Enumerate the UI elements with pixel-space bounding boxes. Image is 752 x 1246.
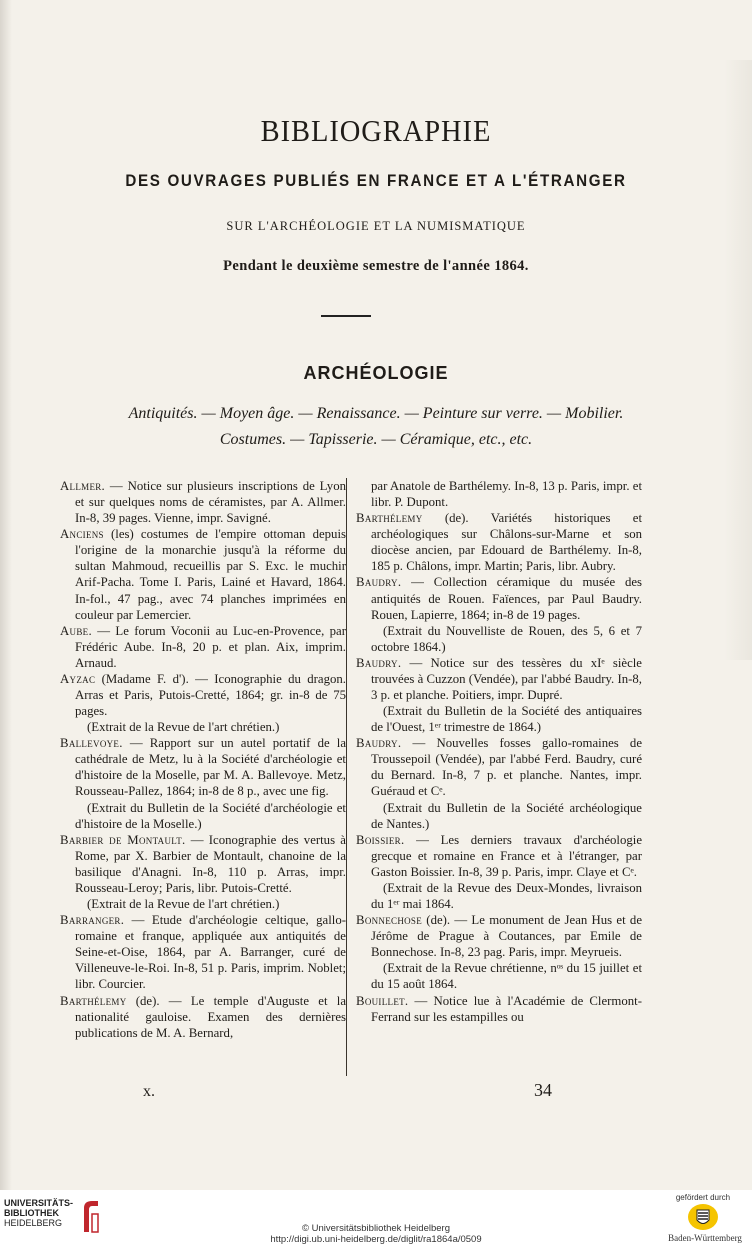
page-subject: SUR L'ARCHÉOLOGIE ET LA NUMISMATIQUE xyxy=(226,219,526,233)
entry-author: Baudry. xyxy=(356,655,402,670)
entry-note: (Extrait de la Revue de l'art chrétien.) xyxy=(87,897,280,912)
page-gutter-shadow xyxy=(0,0,12,1190)
entry-author: Allmer. xyxy=(60,479,106,493)
column-divider xyxy=(346,478,347,1076)
entry-text: — Notice lue à l'Académie de Clermont-Ferrand sur les estampilles ou xyxy=(371,993,642,1024)
bibliography-entry xyxy=(60,671,346,719)
entry-author: Aube. xyxy=(60,623,92,638)
entry-author: Baudry. xyxy=(356,575,402,590)
library-name-line3: HEIDELBERG xyxy=(4,1218,63,1228)
entry-note: (Extrait du Bulletin de la Société des antiquaires de l'Ouest, 1ᵉʳ trimestre de 1864.) xyxy=(371,704,642,735)
left-column xyxy=(60,478,346,1078)
bibliography-entry xyxy=(356,478,642,510)
section-heading: ARCHÉOLOGIE xyxy=(303,363,449,383)
entry-author: Baudry. xyxy=(356,736,402,751)
signature-mark: x. xyxy=(143,1083,155,1100)
entry-text: — Collection céramique du musée des antiquités de Rouen. Faïences, par Paul Baudry. Rouen, Lapierre, 1864; in-8 de 19 pages. xyxy=(371,575,642,622)
page-period: Pendant le deuxième semestre de l'année 1864. xyxy=(223,258,529,274)
right-column xyxy=(356,478,642,1078)
bibliography-entry xyxy=(356,510,642,574)
copyright-notice: © Universitätsbibliothek Heidelberg xyxy=(302,1223,450,1234)
entry-author: Barthélemy xyxy=(356,511,423,526)
entry-author: Barranger. xyxy=(60,913,125,928)
entry-text: (les) costumes de l'empire ottoman depuis l'origine de la monarchie jusqu'à la réforme du sultan Mahmoud, recueillis par S. Exc. le muchir Arif-Pacha. Tome I. Paris, Lainé et Havard, 1864. In-fol., 47 pag., avec 74 planches imprimées en couleur par Lemercier. xyxy=(75,527,346,622)
bibliography-entry xyxy=(356,832,642,880)
entry-note: (Extrait du Bulletin de la Société archéologique de Nantes.) xyxy=(371,800,642,831)
entry-text: (de). — Le monument de Jean Hus et de Jérôme de Prague à Coutances, par Emile de Bonnechose. In-8, 23 pag. Paris, impr. Meyrueis. xyxy=(371,913,642,960)
section-subheading-line2: Costumes. — Tapisserie. — Céramique, etc., etc. xyxy=(219,431,533,448)
page-subtitle: DES OUVRAGES PUBLIÉS EN FRANCE ET A L'ÉTRANGER xyxy=(125,172,627,190)
entry-note: (Extrait de la Revue de l'art chrétien.) xyxy=(87,720,280,735)
page-number: 34 xyxy=(534,1080,552,1100)
entry-text: par Anatole de Barthélemy. In-8, 13 p. Paris, impr. et libr. P. Dupont. xyxy=(371,479,642,510)
entry-text: — Nouvelles fosses gallo-romaines de Troussepoil (Vendée), par l'abbé Ferd. Baudry, curé du Bernard. In-8, 7 p. et planche. Nantes, impr. Guéraud et Cᵉ. xyxy=(371,736,642,799)
funding-label: gefördert durch xyxy=(675,1193,731,1202)
entry-text: (Madame F. d'). — Iconographie du dragon. Arras et Paris, Putois-Cretté, 1864; gr. in-8 de 75 pages. xyxy=(75,671,346,719)
bibliography-entry xyxy=(356,993,642,1025)
library-name-line2: BIBLIOTHEK xyxy=(4,1208,59,1218)
entry-note: (Extrait du Bulletin de la Société d'archéologie et d'histoire de la Moselle.) xyxy=(75,800,346,831)
page-title: BIBLIOGRAPHIE xyxy=(260,113,492,148)
bibliography-entry xyxy=(60,735,346,799)
entry-author: Barbier de Montault. xyxy=(60,832,186,847)
entry-author: Boissier. xyxy=(356,832,405,847)
bibliography-entry xyxy=(356,912,642,960)
source-url-link[interactable]: http://digi.ub.uni-heidelberg.de/diglit/ra1864a/0509 xyxy=(270,1234,482,1245)
entry-text: — Les derniers travaux d'archéologie grecque et romaine en France et à l'étranger, par Gaston Boissier. In-8, 39 p. Paris, impr. Claye et Cᵉ. xyxy=(371,832,642,879)
entry-author: Bonnechose xyxy=(356,913,423,928)
page-edge-shadow xyxy=(724,60,752,660)
state-coat-of-arms-icon xyxy=(686,1202,720,1232)
funder-name: Baden-Württemberg xyxy=(668,1233,742,1243)
entry-text: — Iconographie des vertus à Rome, par X. Barbier de Montault, chanoine de la basilique d'Anagni. In-8, 110 p. Arras, impr. Rousseau-Leroy; Paris, libr. Putois-Cretté. xyxy=(75,832,346,895)
entry-author: Ballevoye. xyxy=(60,736,123,751)
entry-text: — Notice sur des tessères du xIᵉ siècle trouvées à Cuzzon (Vendée), par l'abbé Baudry. In-8, 3 p. et planche. Poitiers, impr. Dupré. xyxy=(371,655,642,703)
bibliography-entry xyxy=(356,655,642,703)
bibliography-entry xyxy=(60,993,346,1041)
bibliography-entry xyxy=(356,735,642,799)
bibliography-entry xyxy=(60,478,346,526)
entry-text: — Notice sur plusieurs inscriptions de Lyon et sur quelques noms de céramistes, par A. Allmer. In-8, 39 pages. Vienne, impr. Savigné. xyxy=(75,479,346,526)
bibliography-entry xyxy=(60,832,346,896)
entry-text: — Rapport sur un autel portatif de la cathédrale de Metz, lu à la Société d'archéologie et d'histoire de la Moselle, par M. A. Ballevoye. Metz, Rousseau-Pallez, 1864; in-8 de 8 p., avec une fig. xyxy=(75,736,346,799)
entry-text: (de). Variétés historiques et archéologiques sur Châlons-sur-Marne et son diocèse ancien, par Edouard de Barthélemy. In-8, 185 p. Châlons, impr. Martin; Paris, libr. Aubry. xyxy=(371,511,642,574)
entry-author: Anciens xyxy=(60,527,104,542)
bibliography-entry xyxy=(60,623,346,671)
bibliography-entry xyxy=(60,912,346,992)
entry-author: Barthélemy xyxy=(60,993,127,1008)
entry-author: Ayzac xyxy=(60,671,96,686)
library-name-line1: UNIVERSITÄTS- xyxy=(4,1198,74,1208)
entry-author: Bouillet. xyxy=(356,993,409,1008)
entry-note: (Extrait de la Revue chrétienne, nᵒˢ du 15 juillet et du 15 août 1864. xyxy=(371,961,642,992)
bibliography-entry xyxy=(60,526,346,622)
entry-text: (de). — Le temple d'Auguste et la nationalité gauloise. Examen des dernières publications de M. A. Bernard, xyxy=(75,993,346,1040)
entry-note: (Extrait de la Revue des Deux-Mondes, livraison du 1ᵉʳ mai 1864. xyxy=(371,880,642,912)
entry-text: — Etude d'archéologie celtique, gallo-romaine et franque, appliquée aux antiquités de Seine-et-Oise, 1864, par A. Barranger, curé de Villeneuve-le-Roi. In-8, 51 p. Paris, imprim. Noblet; libr. Courcier. xyxy=(75,913,346,992)
bibliography-entry xyxy=(356,574,642,622)
entry-note: (Extrait du Nouvelliste de Rouen, des 5, 6 et 7 octobre 1864.) xyxy=(371,623,642,654)
title-divider xyxy=(321,315,371,317)
entry-text: — Le forum Voconii au Luc-en-Provence, par Frédéric Aube. In-8, 20 p. et plan. Aix, imprim. Arnaud. xyxy=(75,623,346,670)
section-subheading-line1: Antiquités. — Moyen âge. — Renaissance. — Peinture sur verre. — Mobilier. xyxy=(128,405,624,422)
